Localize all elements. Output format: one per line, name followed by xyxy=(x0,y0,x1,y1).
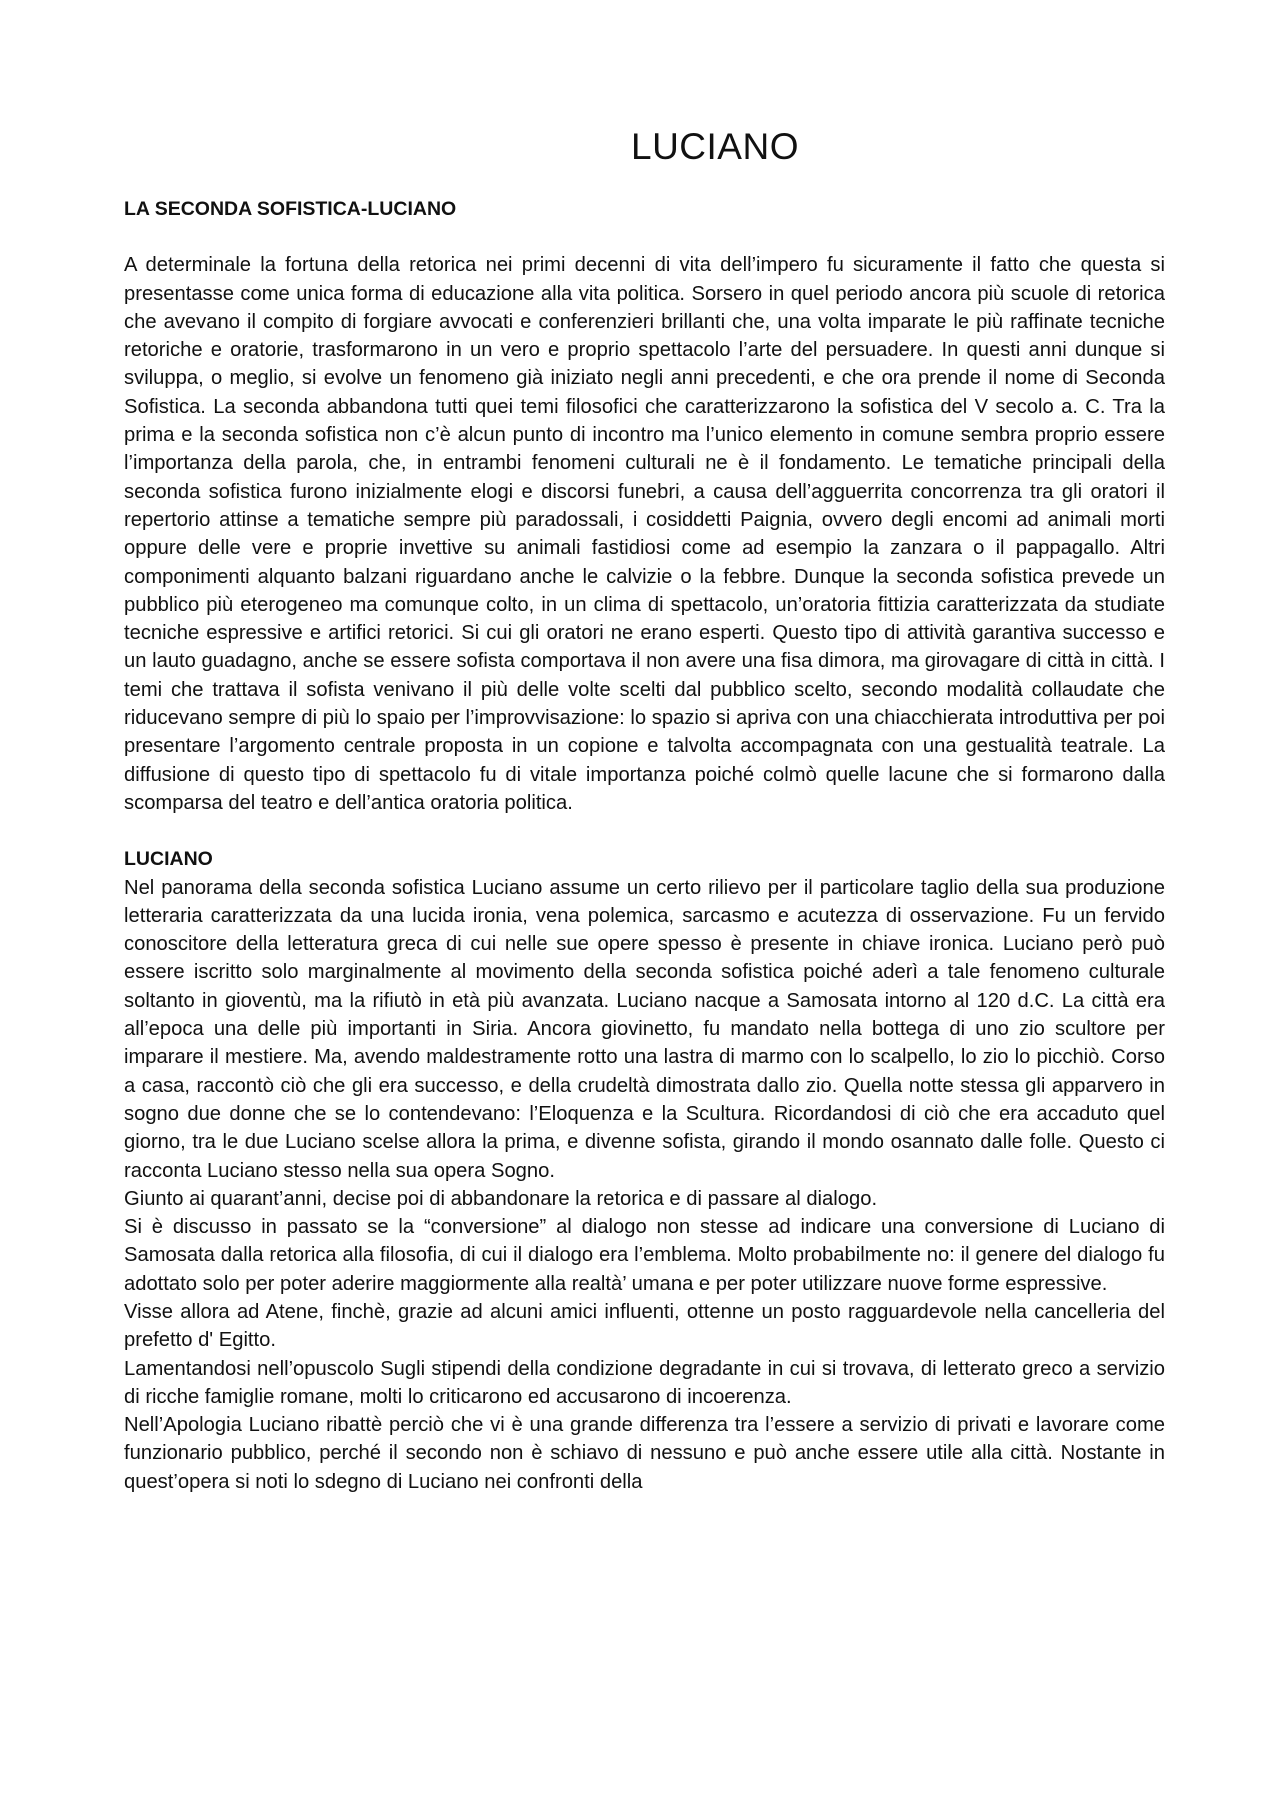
paragraph-luciano-6: Nell’Apologia Luciano ribattè perciò che vi è una grande differenza tra l’essere a servizio di privati e lavorare come funzionario pubblico, perché il secondo non è schiavo di nessuno e può anche essere utile alla città. Nostante in quest’opera si noti lo sdegno di Luciano nei confronti della xyxy=(124,1414,1165,1493)
page-title: LUCIANO xyxy=(631,126,799,167)
paragraph-seconda-sofistica: A determinale la fortuna della retorica nei primi decenni di vita dell’impero fu sicuramente il fatto che questa si presentasse come unica forma di educazione alla vita politica. Sorsero in quel periodo ancora più scuole di retorica che avevano il compito di forgiare avvocati e conferenzieri brillanti che, una volta imparate le più raffinate tecniche retoriche e oratorie, trasformarono in un vero e proprio spettacolo l’arte del persuadere. In questi anni dunque si sviluppa, o meglio, si evolve un fenomeno già iniziato negli anni precedenti, e che ora prende il nome di Seconda Sofistica. La seconda abbandona tutti quei temi filosofici che caratterizzarono la sofistica del V secolo a. C. Tra la prima e la seconda sofistica non c’è alcun punto di incontro ma l’unico elemento in comune sembra proprio essere l’importanza della parola, che, in entrambi fenomeni culturali ne è il fondamento. Le tematiche principali della seconda sofistica furono inizialmente elogi e discorsi funebri, a causa dell’agguerrita concorrenza tra gli oratori il repertorio attinse a tematiche sempre più paradossali, i cosiddetti Paignia, ovvero degli encomi ad animali morti oppure delle vere e proprie invettive su animali fastidiosi come ad esempio la zanzara o il pappagallo. Altri componimenti alquanto balzani riguardano anche le calvizie o la febbre. Dunque la seconda sofistica prevede un pubblico più eterogeneo ma comunque colto, in un clima di spettacolo, un’oratoria fittizia caratterizzata da studiate tecniche espressive e artifici retorici. Si cui gli oratori ne erano esperti. Questo tipo di attività garantiva successo e un lauto guadagno, anche se essere sofista comportava il non avere una fisa dimora, ma girovagare di città in città. I temi che trattava il sofista venivano il più delle volte scelti dal pubblico scelto, secondo modalità collaudate che riducevano sempre di più lo spaio per l’improvvisazione: lo spazio si apriva con una chiacchierata introduttiva per poi presentare l’argomento centrale proposta in un copione e talvolta accompagnata con una gestualità teatrale. La diffusione di questo tipo di spettacolo fu di vitale importanza poiché colmò quelle lacune che si formarono dalla scomparsa del teatro e dell’antica oratoria politica. xyxy=(124,254,1165,814)
paragraph-luciano-4: Visse allora ad Atene, finchè, grazie ad alcuni amici influenti, ottenne un posto ragguardevole nella cancelleria del prefetto d' Egitto. xyxy=(124,1300,1165,1352)
section-heading-luciano: LUCIANO xyxy=(124,848,213,871)
paragraph-luciano-5: Lamentandosi nell’opuscolo Sugli stipendi della condizione degradante in cui si trovava, di letterato greco a servizio di ricche famiglie romane, molti lo criticarono ed accusarono di incoerenza. xyxy=(124,1357,1165,1408)
paragraph-luciano-3: Si è discusso in passato se la “conversione” al dialogo non stesse ad indicare una conversione di Luciano di Samosata dalla retorica alla filosofia, di cui il dialogo era l’emblema. Molto probabilmente no: il genere del dialogo fu adottato solo per poter aderire maggiormente alla realtà’ umana e per poter utilizzare nuove forme espressive. xyxy=(124,1216,1165,1295)
document-body xyxy=(124,195,1165,1496)
paragraph-luciano-2: Giunto ai quarant’anni, decise poi di abbandonare la retorica e di passare al dialogo. xyxy=(124,1187,878,1210)
section-heading-seconda-sofistica: LA SECONDA SOFISTICA-LUCIANO xyxy=(124,198,457,220)
paragraph-luciano-1: Nel panorama della seconda sofistica Luciano assume un certo rilievo per il particolare taglio della sua produzione letteraria caratterizzata da una lucida ironia, vena polemica, sarcasmo e acutezza di osservazione. Fu un fervido conoscitore della letteratura greca di cui nelle sue opere spesso è presente in chiave ironica. Luciano però può essere iscritto solo marginalmente al movimento della seconda sofistica poiché aderì a tale fenomeno culturale soltanto in gioventù, ma la rifiutò in età più avanzata. Luciano nacque a Samosata intorno al 120 d.C. La città era all’epoca una delle più importanti in Siria. Ancora giovinetto, fu mandato nella bottega di uno zio scultore per imparare il mestiere. Ma, avendo maldestramente rotto una lastra di marmo con lo scalpello, lo zio lo picchiò. Corso a casa, raccontò ciò che gli era successo, e della crudeltà dimostrata dallo zio. Quella notte stessa gli apparvero in sogno due donne che se lo contendevano: l’Eloquenza e la Scultura. Ricordandosi di ciò che era accaduto quel giorno, tra le due Luciano scelse allora la prima, e divenne sofista, girando il mondo osannato dalle folle. Questo ci racconta Luciano stesso nella sua opera Sogno. xyxy=(124,876,1165,1182)
